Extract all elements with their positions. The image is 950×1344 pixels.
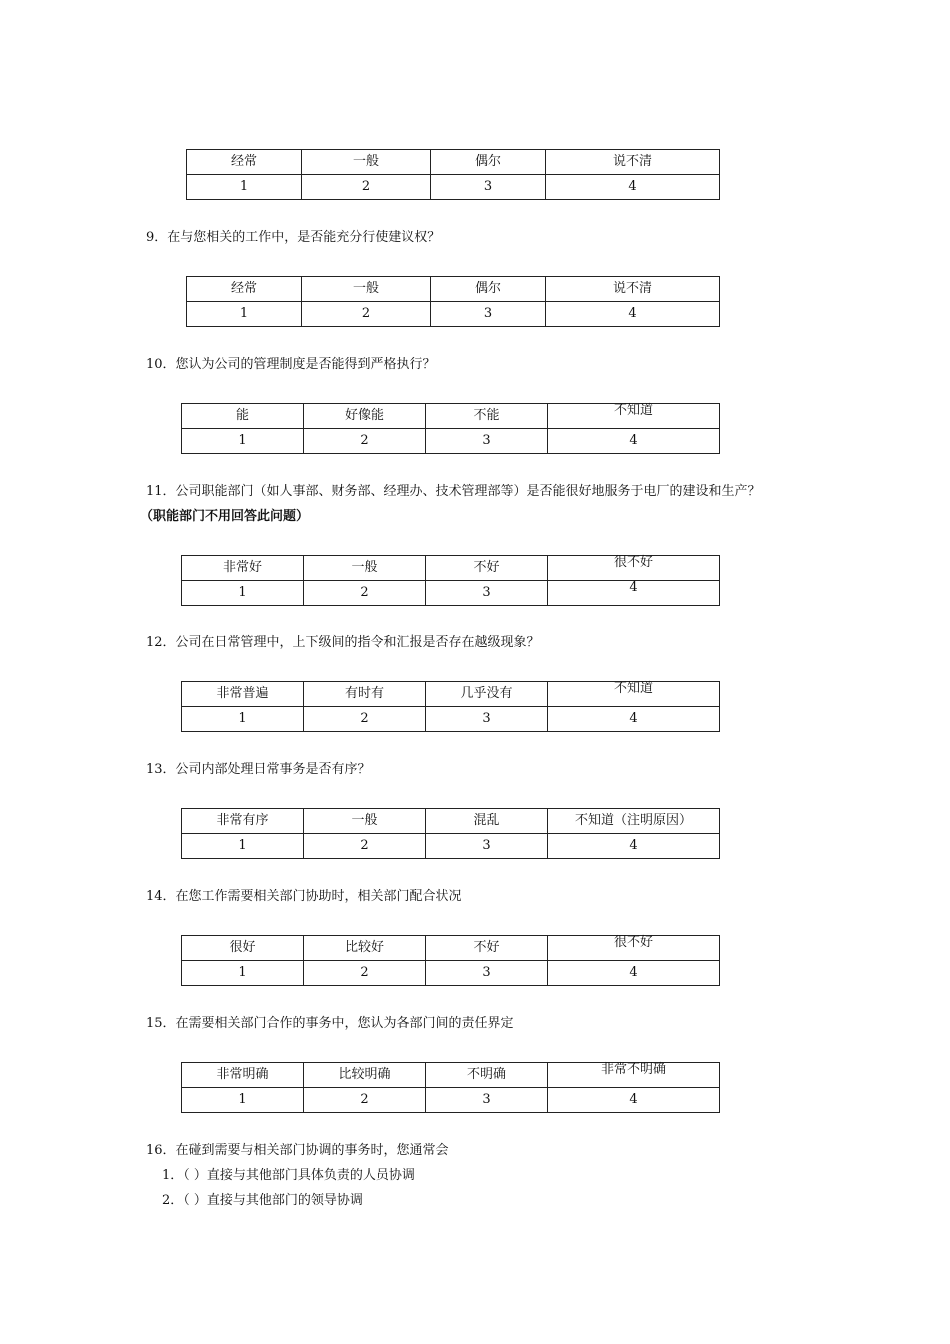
table-header-cell: 一般 [304, 556, 426, 581]
table-header-cell: 不知道（注明原因） [548, 809, 720, 834]
table-header-row [182, 1063, 720, 1088]
table-value-cell: 2 [304, 834, 426, 859]
table-value-row [187, 302, 720, 327]
options-table-q12 [181, 681, 720, 732]
table-value-cell: 1 [182, 834, 304, 859]
table-header-cell: 一般 [302, 277, 431, 302]
table-header-cell: 不知道 [548, 404, 720, 429]
table-value-cell: 1 [187, 175, 302, 200]
question-11: 11．公司职能部门（如人事部、财务部、经理办、技术管理部等）是否能很好地服务于电厂的建设和生产？ [146, 484, 761, 499]
table-value-cell: 3 [426, 834, 548, 859]
table-value-cell: 2 [304, 961, 426, 986]
table-header-cell: 比较明确 [304, 1063, 426, 1088]
table-value-cell: 3 [426, 581, 548, 606]
table-header-cell: 经常 [187, 150, 302, 175]
table-header-row [182, 809, 720, 834]
table-value-row [182, 429, 720, 454]
table-value-cell: 1 [182, 961, 304, 986]
table-header-cell: 不好 [426, 556, 548, 581]
question-9: 9．在与您相关的工作中，是否能充分行使建议权？ [146, 230, 441, 245]
table-header-cell: 不能 [426, 404, 548, 429]
table-header-cell: 很不好 [548, 936, 720, 961]
table-value-cell: 4 [546, 175, 720, 200]
list-item-option-2 [162, 1192, 363, 1210]
table-header-cell: 说不清 [546, 150, 720, 175]
options-table-q13 [181, 808, 720, 859]
question-15: 15．在需要相关部门合作的事务中，您认为各部门间的责任界定 [146, 1016, 514, 1031]
table-header-cell: 一般 [302, 150, 431, 175]
question-13: 13．公司内部处理日常事务是否有序？ [146, 762, 371, 777]
table-value-cell: 3 [426, 429, 548, 454]
table-header-cell: 很不好 [548, 556, 720, 581]
table-value-cell: 1 [182, 429, 304, 454]
table-value-cell: 2 [304, 707, 426, 732]
table-header-cell: 非常不明确 [548, 1063, 720, 1088]
table-header-cell: 非常好 [182, 556, 304, 581]
table-value-cell: 1 [182, 581, 304, 606]
options-table-q15 [181, 1062, 720, 1113]
table-header-row [182, 556, 720, 581]
table-value-cell: 2 [304, 581, 426, 606]
table-value-row [182, 834, 720, 859]
table-header-row [182, 936, 720, 961]
list-item-number: 1． [162, 1168, 184, 1183]
table-value-row [182, 1088, 720, 1113]
table-header-cell: 不知道 [548, 682, 720, 707]
list-item-text: （ ）直接与其他部门具体负责的人员协调 [183, 1168, 415, 1183]
table-header-cell: 不好 [426, 936, 548, 961]
question-10: 10．您认为公司的管理制度是否能得到严格执行？ [146, 357, 436, 372]
table-header-cell: 混乱 [426, 809, 548, 834]
options-table-q8 [186, 149, 720, 200]
options-table-q10 [181, 403, 720, 454]
table-header-row [187, 277, 720, 302]
question-12: 12．公司在日常管理中，上下级间的指令和汇报是否存在越级现象？ [146, 635, 540, 650]
question-14: 14．在您工作需要相关部门协助时，相关部门配合状况 [146, 889, 462, 904]
table-value-cell: 2 [302, 175, 431, 200]
table-header-cell: 有时有 [304, 682, 426, 707]
table-value-cell: 4 [548, 581, 720, 606]
table-value-row [182, 961, 720, 986]
options-table-q14 [181, 935, 720, 986]
table-value-cell: 1 [187, 302, 302, 327]
table-header-cell: 好像能 [304, 404, 426, 429]
table-value-cell: 3 [431, 175, 546, 200]
list-item-text: （ ）直接与其他部门的领导协调 [183, 1193, 363, 1208]
table-value-cell: 3 [431, 302, 546, 327]
table-header-cell: 非常明确 [182, 1063, 304, 1088]
list-item-number: 2． [162, 1193, 184, 1208]
table-header-cell: 能 [182, 404, 304, 429]
table-value-cell: 1 [182, 1088, 304, 1113]
table-header-cell: 非常普遍 [182, 682, 304, 707]
table-header-cell: 比较好 [304, 936, 426, 961]
table-value-cell: 2 [302, 302, 431, 327]
table-header-row [182, 404, 720, 429]
list-item-option-1 [162, 1167, 415, 1185]
table-header-cell: 偶尔 [431, 277, 546, 302]
table-value-cell: 4 [548, 834, 720, 859]
table-value-cell: 3 [426, 707, 548, 732]
table-value-cell: 3 [426, 961, 548, 986]
options-table-q9 [186, 276, 720, 327]
table-header-cell: 不明确 [426, 1063, 548, 1088]
table-value-cell: 4 [548, 1088, 720, 1113]
table-header-cell: 一般 [304, 809, 426, 834]
table-value-row [182, 581, 720, 606]
table-value-row [187, 175, 720, 200]
table-value-cell: 4 [548, 429, 720, 454]
table-value-cell: 3 [426, 1088, 548, 1113]
table-header-cell: 经常 [187, 277, 302, 302]
table-header-cell: 说不清 [546, 277, 720, 302]
table-header-cell: 偶尔 [431, 150, 546, 175]
table-header-cell: 几乎没有 [426, 682, 548, 707]
table-value-cell: 2 [304, 1088, 426, 1113]
table-header-row [182, 682, 720, 707]
table-value-cell: 4 [546, 302, 720, 327]
question-16: 16．在碰到需要与相关部门协调的事务时，您通常会 [146, 1143, 449, 1158]
table-header-cell: 非常有序 [182, 809, 304, 834]
table-value-row [182, 707, 720, 732]
table-value-cell: 1 [182, 707, 304, 732]
options-table-q11 [181, 555, 720, 606]
question-11-note: （职能部门不用回答此问题） [140, 509, 310, 524]
table-value-cell: 4 [548, 707, 720, 732]
table-value-cell: 2 [304, 429, 426, 454]
table-value-cell: 4 [548, 961, 720, 986]
table-header-row [187, 150, 720, 175]
table-header-cell: 很好 [182, 936, 304, 961]
